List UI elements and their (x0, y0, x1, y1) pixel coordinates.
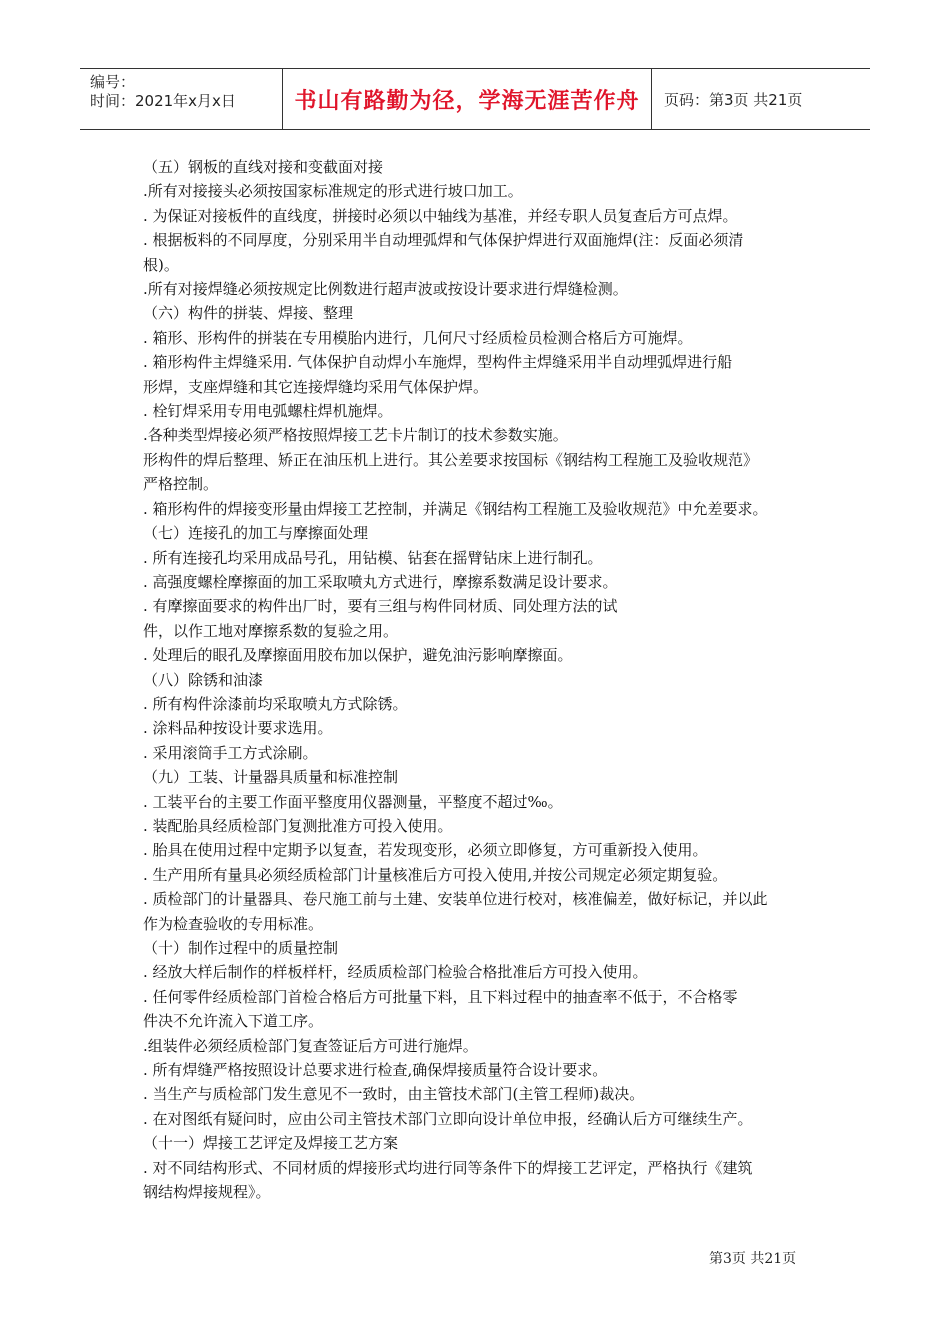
header-meta (80, 69, 282, 129)
text-line: . 在对图纸有疑问时，应由公司主管技术部门立即向设计单位申报，经确认后方可继续生产。 (143, 1109, 753, 1128)
text-line: .所有对接焊缝必须按规定比例数进行超声波或按设计要求进行焊缝检测。 (143, 280, 628, 299)
text-line: . 胎具在使用过程中定期予以复查，若发现变形，必须立即修复，方可重新投入使用。 (143, 841, 708, 860)
text-line: . 所有焊缝严格按照设计总要求进行检查,确保焊接质量符合设计要求。 (143, 1061, 608, 1080)
text-line: . 生产用所有量具必须经质检部门计量核准后方可投入使用,并按公司规定必须定期复验。 (143, 865, 728, 884)
text-line: .各种类型焊接必须严格按照焊接工艺卡片制订的技术参数实施。 (143, 426, 568, 445)
document-number-label: 编号： (90, 73, 136, 91)
text-line: （五）钢板的直线对接和变截面对接 (143, 158, 384, 176)
text-line: . 箱形构件的焊接变形量由焊接工艺控制，并满足《钢结构工程施工及验收规范》中允差要求。 (143, 499, 768, 518)
text-line: （六）构件的拼装、焊接、整理 (143, 304, 354, 323)
text-line: 根)。 (143, 255, 179, 274)
text-line: . 高强度螺栓摩擦面的加工采取喷丸方式进行，摩擦系数满足设计要求。 (143, 572, 618, 591)
text-line: .所有对接接头必须按国家标准规定的形式进行坡口加工。 (143, 182, 523, 201)
text-line: 件决不允许流入下道工序。 (143, 1012, 324, 1031)
document-body (143, 155, 815, 1204)
text-line: . 对不同结构形式、不同材质的焊接形式均进行同等条件下的焊接工艺评定，严格执行《建筑 (143, 1158, 753, 1177)
text-line: （十一）焊接工艺评定及焊接工艺方案 (143, 1134, 399, 1153)
text-line: . 装配胎具经质检部门复测批准方可投入使用。 (143, 816, 453, 835)
header-page-number: 页码：第3页 共21页 (664, 90, 803, 109)
text-line: . 质检部门的计量器具、卷尺施工前与土建、安装单位进行校对，核准偏差，做好标记，并以此 (143, 890, 768, 909)
text-line: 作为检查验收的专用标准。 (143, 914, 324, 933)
header-slogan: 书山有路勤为径，学海无涯苦作舟 (282, 69, 652, 129)
text-line: . 箱形、形构件的拼装在专用模胎内进行，几何尺寸经质检员检测合格后方可施焊。 (143, 328, 693, 347)
text-line: . 所有构件涂漆前均采取喷丸方式除锈。 (143, 694, 408, 713)
page-footer-number: 第3页 共21页 (709, 1251, 797, 1267)
text-line: . 采用滚筒手工方式涂刷。 (143, 743, 318, 762)
text-line: . 经放大样后制作的样板样杆，经质质检部门检验合格批准后方可投入使用。 (143, 963, 648, 982)
text-line: . 工装平台的主要工作面平整度用仪器测量，平整度不超过‰。 (143, 792, 563, 811)
text-line: . 所有连接孔均采用成品号孔，用钻模、钻套在摇臂钻床上进行制孔。 (143, 548, 603, 567)
text-line: . 涂料品种按设计要求选用。 (143, 719, 333, 738)
text-line: （七）连接孔的加工与摩擦面处理 (143, 524, 369, 543)
document-date-label: 时间：2021年x月x日 (90, 92, 236, 110)
text-line: 件，以作工地对摩擦系数的复验之用。 (143, 621, 399, 640)
page-header (80, 68, 870, 130)
text-line: . 任何零件经质检部门首检合格后方可批量下料，且下料过程中的抽查率不低于，不合格零 (143, 987, 738, 1006)
text-line: . 有摩擦面要求的构件出厂时，要有三组与构件同材质、同处理方法的试 (143, 597, 618, 616)
text-line: 严格控制。 (143, 475, 219, 494)
text-line: 形构件的焊后整理、矫正在油压机上进行。其公差要求按国标《钢结构工程施工及验收规范》 (143, 450, 759, 469)
text-line: （十）制作过程中的质量控制 (143, 939, 339, 957)
text-line: . 根据板料的不同厚度，分别采用半自动埋弧焊和气体保护焊进行双面施焊(注：反面必须清 (143, 231, 744, 250)
text-line: . 箱形构件主焊缝采用. 气体保护自动焊小车施焊，型构件主焊缝采用半自动埋弧焊进行船 (143, 353, 733, 372)
text-line: . 栓钉焊采用专用电弧螺柱焊机施焊。 (143, 402, 393, 421)
text-line: . 当生产与质检部门发生意见不一致时，由主管技术部门(主管工程师)裁决。 (143, 1085, 645, 1104)
text-line: 钢结构焊接规程》。 (143, 1183, 271, 1202)
text-line: （九）工装、计量器具质量和标准控制 (143, 768, 399, 787)
text-line: . 为保证对接板件的直线度，拼接时必须以中轴线为基准，并经专职人员复查后方可点焊。 (143, 206, 738, 225)
text-line: .组装件必须经质检部门复查签证后方可进行施焊。 (143, 1036, 478, 1055)
text-line: 形焊，支座焊缝和其它连接焊缝均采用气体保护焊。 (143, 377, 489, 396)
text-line: （八）除锈和油漆 (143, 670, 264, 689)
text-line: . 处理后的眼孔及摩擦面用胶布加以保护，避免油污影响摩擦面。 (143, 646, 573, 665)
